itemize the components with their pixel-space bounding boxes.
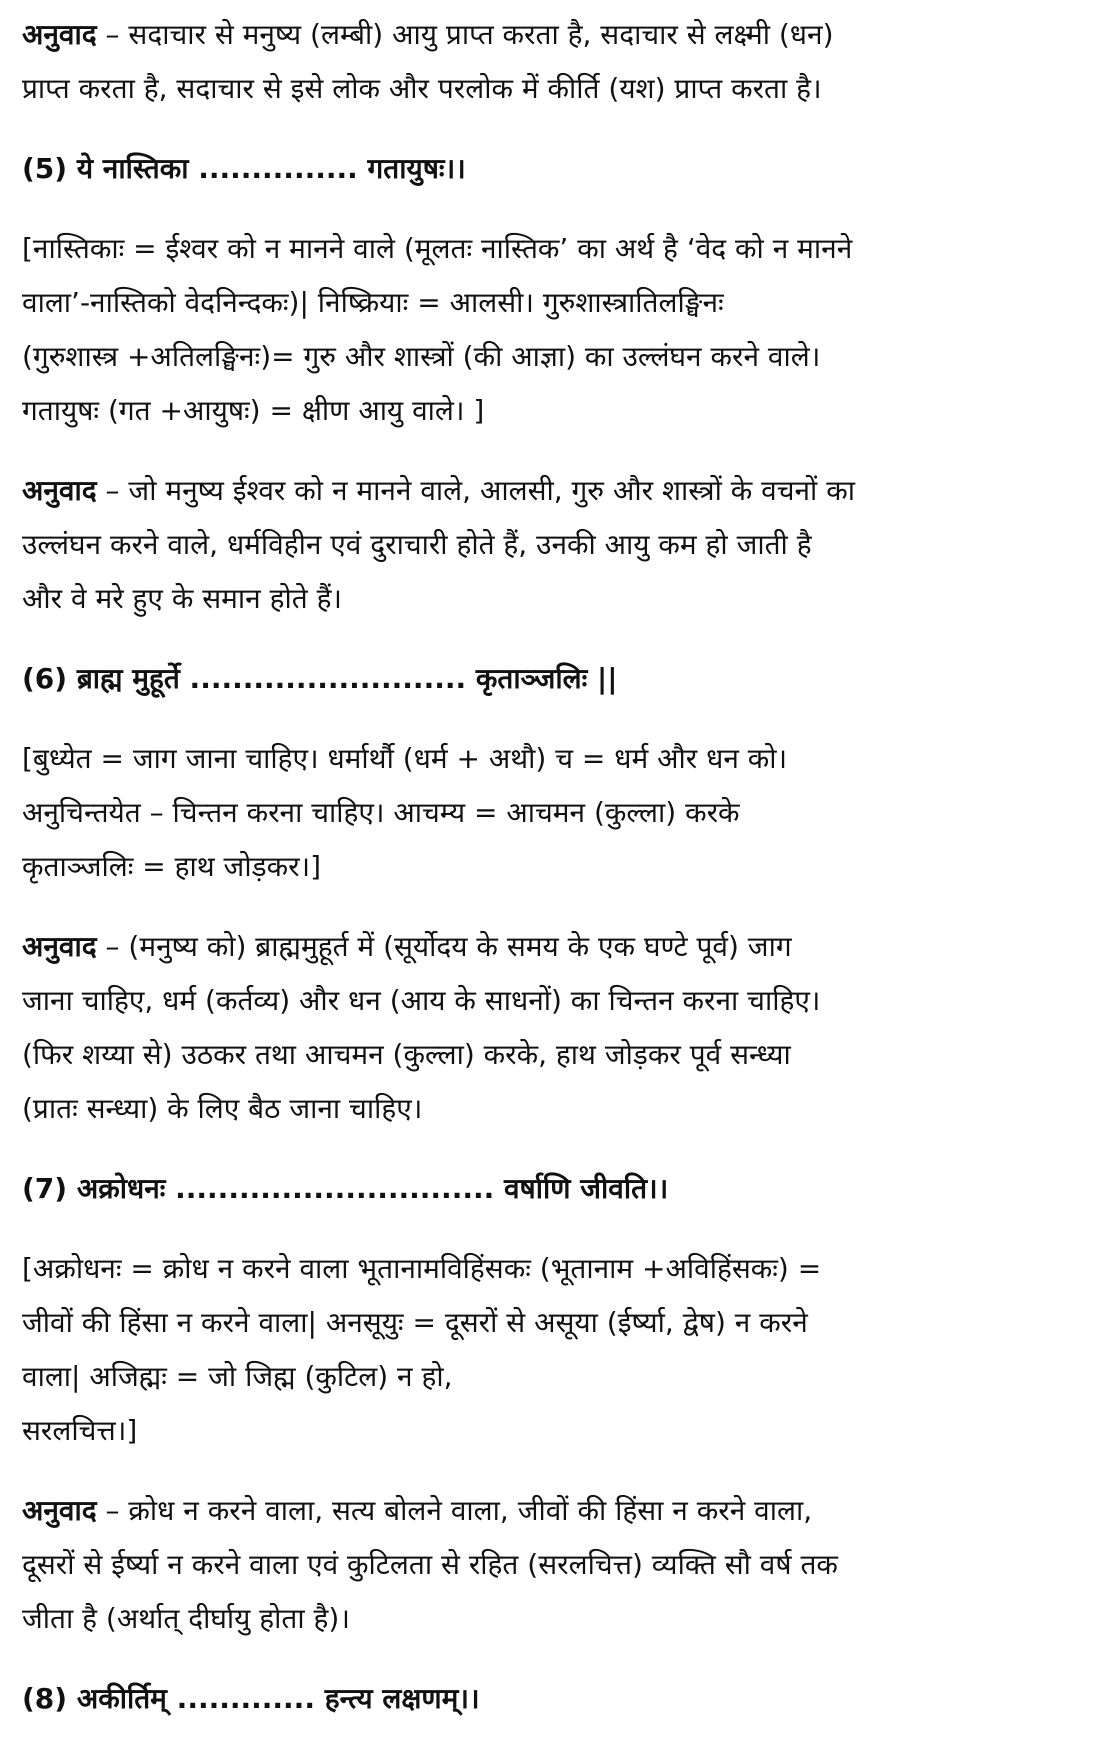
spacer (22, 1646, 1098, 1672)
text-line: [बुध्येत = जाग जाना चाहिए। धर्मार्थौ (धर्म + अथौ) च = धर्म और धन को। (22, 742, 788, 775)
spacer (22, 1136, 1098, 1162)
text-line: उल्लंघन करने वाले, धर्मविहीन एवं दुराचारी होते हैं, उनकी आयु कम हो जाती है (22, 528, 812, 561)
translation-label: अनुवाद (22, 930, 97, 963)
translation-paragraph (22, 920, 1098, 1136)
spacer (22, 438, 1098, 464)
verse-heading: (7) अक्रोधनः .............................. वर्षाणि जीवति।। (22, 1172, 669, 1205)
text-line: दूसरों से ईर्ष्या न करने वाला एवं कुटिलता से रहित (सरलचित्त) व्यक्ति सौ वर्ष तक (22, 1548, 838, 1581)
text-line: – सदाचार से मनुष्य (लम्बी) आयु प्राप्त करता है, सदाचार से लक्ष्मी (धन) (96, 18, 834, 51)
text-line: वाला’-नास्तिको वेदनिन्दकः)| निष्क्रियाः = आलसी। गुरुशास्त्रातिलङ्घिनः (22, 286, 724, 319)
translation-label: अनुवाद (22, 18, 97, 51)
glossary-paragraph (22, 222, 1098, 438)
text-line: वाला| अजिह्मः = जो जिह्म (कुटिल) न हो, (22, 1360, 453, 1393)
verse-heading: (6) ब्राह्म मुहूर्ते .......................... कृताञ्जलिः || (22, 662, 618, 695)
text-line: (गुरुशास्त्र +अतिलङ्घिनः)= गुरु और शास्त्रों (की आज्ञा) का उल्लंघन करने वाले। (22, 340, 821, 373)
text-line: कृताञ्जलिः = हाथ जोड़कर।] (22, 850, 322, 883)
text-line: जीता है (अर्थात् दीर्घायु होता है)। (22, 1602, 350, 1635)
glossary-paragraph (22, 732, 1098, 894)
text-line: – जो मनुष्य ईश्वर को न मानने वाले, आलसी, गुरु और शास्त्रों के वचनों का (96, 474, 855, 507)
text-line: सरलचित्त।] (22, 1414, 138, 1447)
text-line: (प्रातः सन्ध्या) के लिए बैठ जाना चाहिए। (22, 1092, 423, 1125)
text-line: प्राप्त करता है, सदाचार से इसे लोक और परलोक में कीर्ति (यश) प्राप्त करता है। (22, 72, 822, 105)
spacer (22, 196, 1098, 222)
spacer (22, 1216, 1098, 1242)
translation-label: अनुवाद (22, 474, 97, 507)
translation-label: अनुवाद (22, 1494, 97, 1527)
text-line: [नास्तिकाः = ईश्वर को न मानने वाले (मूलतः नास्तिक’ का अर्थ है ‘वेद को न मानने (22, 232, 853, 265)
text-line: गतायुषः (गत +आयुषः) = क्षीण आयु वाले। ] (22, 394, 485, 427)
spacer (22, 1458, 1098, 1484)
spacer (22, 706, 1098, 732)
translation-paragraph (22, 1484, 1098, 1646)
spacer (22, 894, 1098, 920)
text-line: [अक्रोधनः = क्रोध न करने वाला भूतानामविहिंसकः (भूतानाम +अविहिंसकः) = (22, 1252, 822, 1285)
verse-heading: (5) ये नास्तिका ............... गतायुषः।। (22, 152, 466, 185)
text-line: – (मनुष्य को) ब्राह्ममुहूर्त में (सूर्योदय के समय के एक घण्टे पूर्व) जाग (96, 930, 792, 963)
text-line: – क्रोध न करने वाला, सत्य बोलने वाला, जीवों की हिंसा न करने वाला, (96, 1494, 813, 1527)
translation-paragraph (22, 8, 1098, 116)
text-line: (फिर शय्या से) उठकर तथा आचमन (कुल्ला) करके, हाथ जोड़कर पूर्व सन्ध्या (22, 1038, 791, 1071)
text-line: जीवों की हिंसा न करने वाला| अनसूयुः = दूसरों से असूया (ईर्ष्या, द्वेष) न करने (22, 1306, 808, 1339)
translation-paragraph (22, 464, 1098, 626)
text-line: और वे मरे हुए के समान होते हैं। (22, 582, 343, 615)
spacer (22, 626, 1098, 652)
spacer (22, 116, 1098, 142)
verse-heading: (8) अकीर्तिम् ............. हन्त्य लक्षणम्।। (22, 1682, 480, 1715)
text-line: जाना चाहिए, धर्म (कर्तव्य) और धन (आय के साधनों) का चिन्तन करना चाहिए। (22, 984, 821, 1017)
glossary-paragraph (22, 1242, 1098, 1458)
text-line: अनुचिन्तयेत – चिन्तन करना चाहिए। आचम्य = आचमन (कुल्ला) करके (22, 796, 740, 829)
